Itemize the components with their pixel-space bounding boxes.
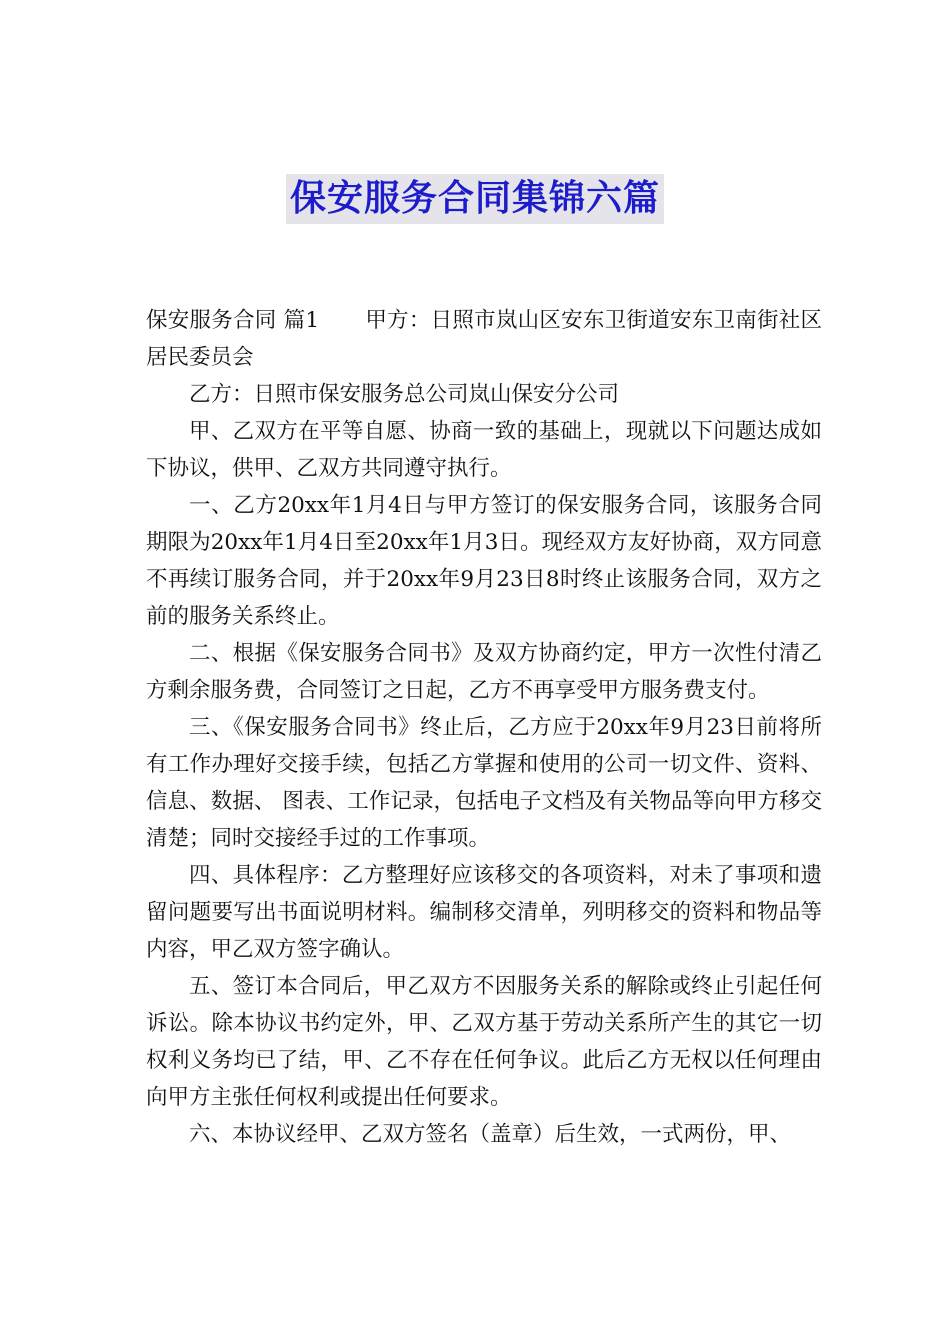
paragraph-clause-4: 四、具体程序：乙方整理好应该移交的各项资料，对未了事项和遗留问题要写出书面说明材料。编制移交清单，列明移交的资料和物品等内容，甲乙双方签字确认。 xyxy=(146,863,822,962)
paragraph-clause-6: 六、本协议经甲、乙双方签名（盖章）后生效，一式两份，甲、 xyxy=(189,1122,792,1147)
paragraph-party-b: 乙方：日照市保安服务总公司岚山保安分公司 xyxy=(189,382,620,407)
paragraph-clause-2: 二、根据《保安服务合同书》及双方协商约定，甲方一次性付清乙方剩余服务费，合同签订之日起，乙方不再享受甲方服务费支付。 xyxy=(146,641,822,703)
paragraph-clause-5: 五、签订本合同后，甲乙双方不因服务关系的解除或终止引起任何诉讼。除本协议书约定外，甲、乙双方基于劳动关系所产生的其它一切权利义务均已了结，甲、乙不存在任何争议。此后乙方无权以任何理由向甲方主张任何权利或提出任何要求。 xyxy=(146,974,822,1110)
party-a-line: 甲方：日照市岚山区安东卫街道安东卫南街社区居民委员会 xyxy=(146,308,822,370)
document-title: 保安服务合同集锦六篇 xyxy=(286,174,664,224)
contract-heading: 保安服务合同 篇1 xyxy=(146,308,320,333)
paragraph-clause-3: 三、《保安服务合同书》终止后，乙方应于20xx年9月23日前将所有工作办理好交接手续，包括乙方掌握和使用的公司一切文件、资料、信息、数据、 图表、工作记录，包括电子文档及有关物品等向甲方移交清楚；同时交接经手过的工作事项。 xyxy=(146,715,822,851)
document-body xyxy=(146,302,822,1153)
paragraph-first xyxy=(146,302,822,376)
paragraph-intro: 甲、乙双方在平等自愿、协商一致的基础上，现就以下问题达成如下协议，供甲、乙双方共同遵守执行。 xyxy=(146,419,822,481)
paragraph-clause-1: 一、乙方20xx年1月4日与甲方签订的保安服务合同，该服务合同期限为20xx年1月4日至20xx年1月3日。现经双方友好协商，双方同意不再续订服务合同，并于20xx年9月23日8时终止该服务合同，双方之前的服务关系终止。 xyxy=(146,493,822,629)
title-wrap xyxy=(0,174,950,224)
